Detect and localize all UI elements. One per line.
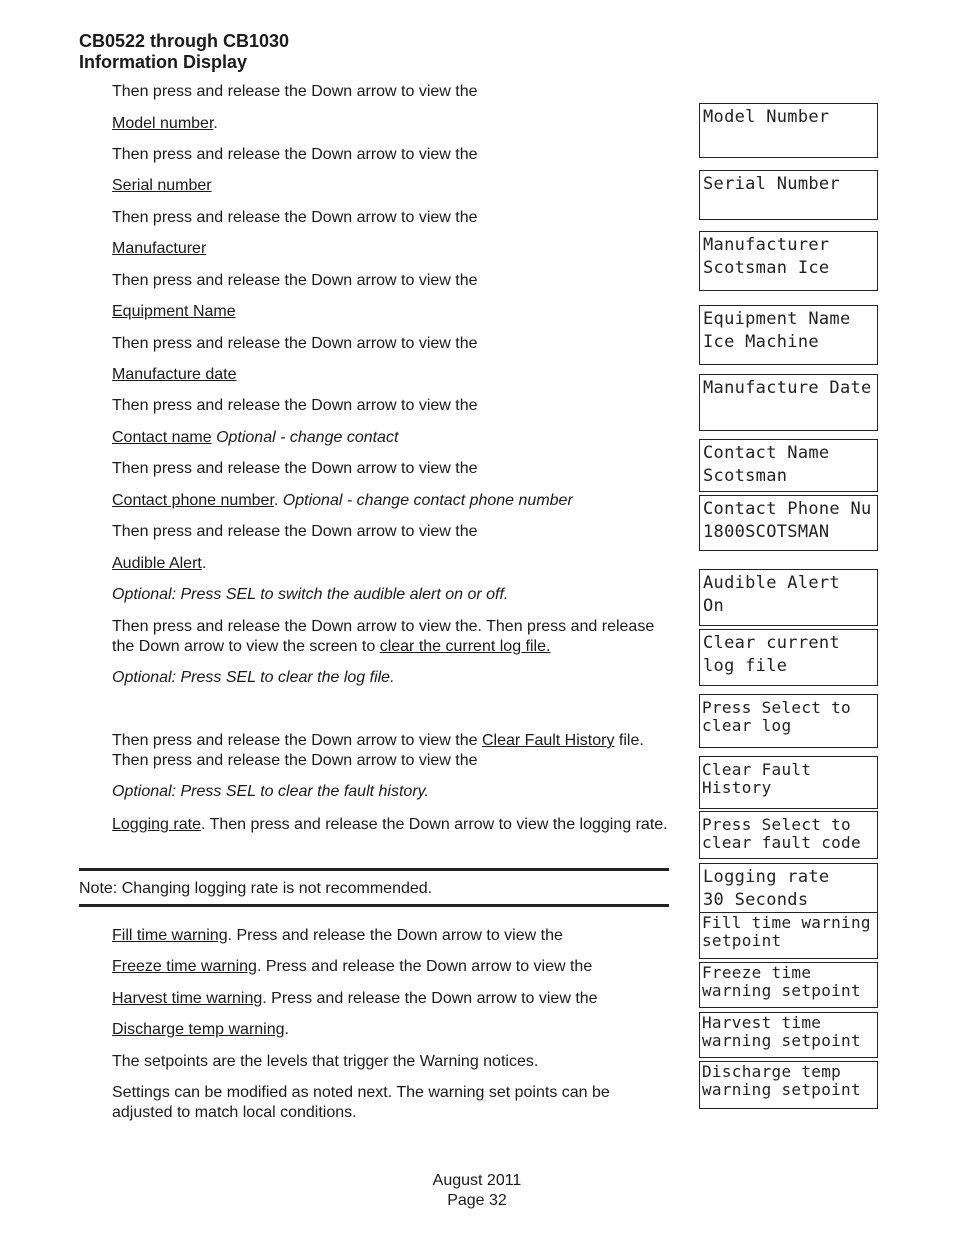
fill-time-link: Fill time warning <box>112 927 228 944</box>
audible-alert-note: Optional: Press SEL to switch the audible alert on or off. <box>112 586 509 603</box>
note-top-rule <box>79 868 669 871</box>
lcd-manufacture-date: Manufacture Date <box>699 374 878 431</box>
lcd-press-select-fault: Press Select to clear fault code <box>699 811 878 859</box>
freeze-time-link: Freeze time warning <box>112 958 257 975</box>
manufacture-date-line <box>112 365 672 385</box>
punctuation: . <box>284 1021 289 1038</box>
section-title: Information Display <box>79 52 248 72</box>
instruction-text: Then press and release the Down arrow to view the <box>112 460 478 477</box>
lcd-manufacturer: Manufacturer Scotsman Ice <box>699 231 878 291</box>
clear-fault-paragraph <box>112 731 672 771</box>
serial-number-link: Serial number <box>112 177 212 194</box>
contact-name-note: Optional - change contact <box>216 429 399 446</box>
logging-rate-link: Logging rate <box>112 816 201 833</box>
contact-phone-line <box>112 491 672 511</box>
instruction-text: Then press and release the Down arrow to view the <box>112 209 478 226</box>
lcd-audible-alert: Audible Alert On <box>699 569 878 626</box>
contact-phone-link: Contact phone number <box>112 492 274 509</box>
model-number-line <box>112 114 672 134</box>
lcd-harvest-time-warning: Harvest time warning setpoint <box>699 1012 878 1058</box>
audible-alert-line <box>112 554 672 574</box>
contact-name-line <box>112 428 672 448</box>
punctuation: . <box>273 492 279 509</box>
fill-time-text: . Press and release the Down arrow to view the <box>227 927 563 944</box>
instruction-text: Then press and release the Down arrow to view the <box>112 272 478 289</box>
harvest-time-line <box>112 989 672 1009</box>
footer-date: August 2011 <box>432 1172 522 1189</box>
lcd-contact-name: Contact Name Scotsman <box>699 439 878 492</box>
lcd-model-number: Model Number <box>699 103 878 158</box>
instruction-text: Then press and release the Down arrow to view the <box>112 523 478 540</box>
lcd-discharge-temp-warning: Discharge temp warning setpoint <box>699 1061 878 1109</box>
instruction-text: Then press and release the Down arrow to view the <box>112 397 478 414</box>
harvest-time-text: . Press and release the Down arrow to view the <box>262 990 598 1007</box>
model-number-link: Model number <box>112 115 214 132</box>
contact-phone-note: Optional - change contact phone number <box>282 492 573 509</box>
note-bottom-rule <box>79 904 669 907</box>
clear-fault-note: Optional: Press SEL to clear the fault history. <box>112 783 429 800</box>
manufacturer-line <box>112 239 672 259</box>
discharge-temp-line <box>112 1020 672 1040</box>
instruction-text: Then press and release the Down arrow to view the <box>112 335 478 352</box>
lcd-serial-number: Serial Number <box>699 170 878 220</box>
lcd-fill-time-warning: Fill time warning setpoint <box>699 912 878 959</box>
note-text: Note: Changing logging rate is not recommended. <box>79 880 433 897</box>
lcd-press-select-log: Press Select to clear log <box>699 694 878 748</box>
logging-rate-paragraph <box>112 815 672 835</box>
clear-fault-text-2: file. Then press and release the Down arrow to view the <box>112 732 644 769</box>
settings-text: Settings can be modified as noted next. The warning set points can be adjusted to match local conditions. <box>112 1084 610 1121</box>
clear-fault-text: Then press and release the Down arrow to view the <box>112 732 478 749</box>
lcd-freeze-time-warning: Freeze time warning setpoint <box>699 962 878 1008</box>
freeze-time-text: . Press and release the Down arrow to view the <box>256 958 593 975</box>
clear-fault-link: Clear Fault History <box>481 732 615 749</box>
contact-name-link: Contact name <box>112 429 212 446</box>
instruction-text: Then press and release the Down arrow to view the <box>112 83 478 100</box>
setpoints-text: The setpoints are the levels that trigger the Warning notices. <box>112 1053 539 1070</box>
equipment-name-line <box>112 302 672 322</box>
document-title: CB0522 through CB1030 <box>79 31 290 51</box>
lcd-equipment-name: Equipment Name Ice Machine <box>699 305 878 365</box>
clear-log-note: Optional: Press SEL to clear the log file. <box>112 669 395 686</box>
clear-log-paragraph <box>112 617 672 657</box>
punctuation: . <box>213 115 218 132</box>
equipment-name-link: Equipment Name <box>112 303 236 320</box>
lcd-contact-phone: Contact Phone Nu 1800SCOTSMAN <box>699 495 878 551</box>
harvest-time-link: Harvest time warning <box>112 990 263 1007</box>
freeze-time-line <box>112 957 672 977</box>
lcd-logging-rate: Logging rate 30 Seconds <box>699 863 878 916</box>
manufacturer-link: Manufacturer <box>112 240 207 257</box>
manufacture-date-link: Manufacture date <box>112 366 237 383</box>
serial-number-line <box>112 176 672 196</box>
page-number: Page 32 <box>447 1192 507 1209</box>
clear-log-text: Then press and release the Down arrow to view the. Then press and release the Down arrow to view the screen to <box>112 618 655 655</box>
fill-time-line <box>112 926 672 946</box>
discharge-temp-link: Discharge temp warning <box>112 1021 285 1038</box>
clear-log-link: clear the current log file. <box>379 638 551 655</box>
audible-alert-link: Audible Alert <box>112 555 202 572</box>
lcd-clear-log: Clear current log file <box>699 629 878 686</box>
lcd-clear-fault-history: Clear Fault History <box>699 756 878 809</box>
punctuation: . <box>201 555 207 572</box>
instruction-text: Then press and release the Down arrow to view the <box>112 146 478 163</box>
logging-rate-text: . Then press and release the Down arrow to view the logging rate. <box>200 816 668 833</box>
